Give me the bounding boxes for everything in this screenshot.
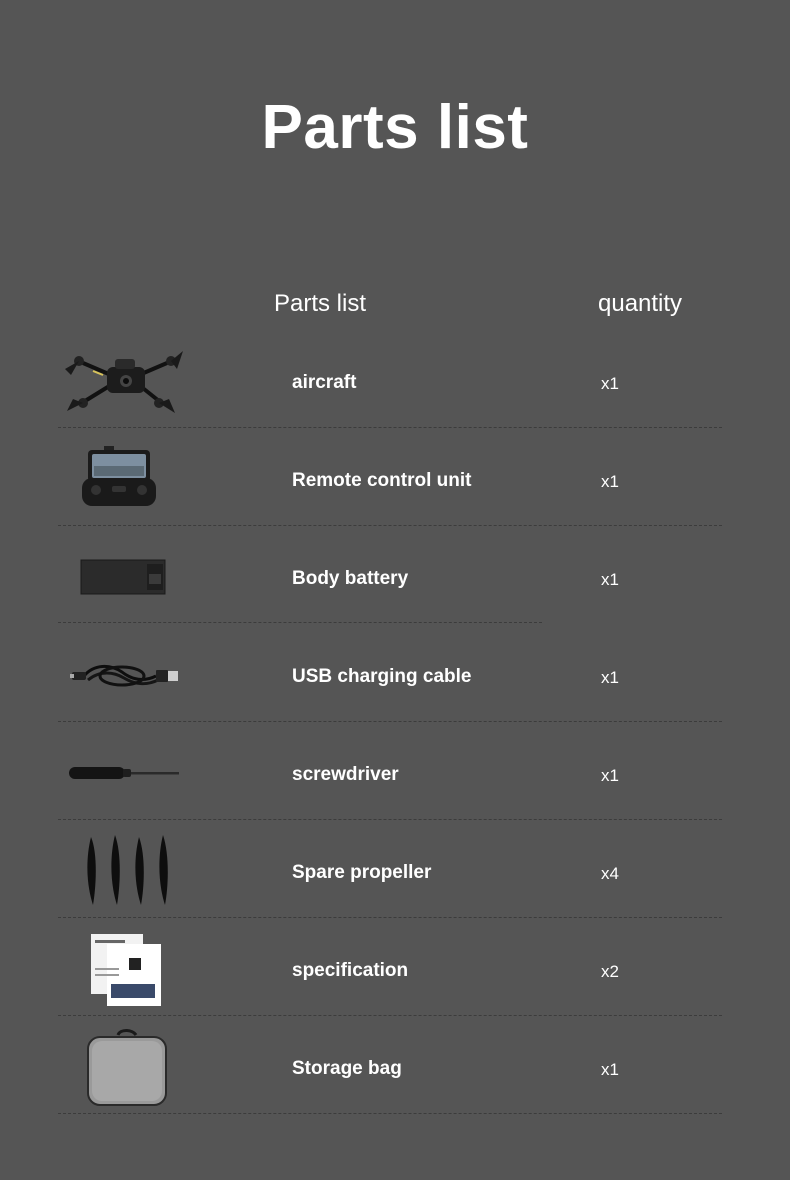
battery-icon: [60, 532, 190, 622]
item-name: aircraft: [292, 372, 357, 393]
divider: [58, 525, 722, 526]
list-item: [0, 336, 790, 434]
page-title: Parts list: [261, 93, 529, 162]
divider: [58, 819, 722, 820]
list-item: [0, 924, 790, 1022]
item-name: specification: [292, 960, 409, 981]
list-item: [0, 826, 790, 924]
item-quantity: x1: [601, 668, 619, 687]
divider: [58, 917, 722, 918]
list-item: [0, 1022, 790, 1120]
item-quantity: x1: [601, 472, 619, 491]
propeller-icon: [60, 826, 190, 916]
item-quantity: x1: [601, 570, 619, 589]
divider: [58, 427, 722, 428]
divider: [58, 721, 722, 722]
list-item: [0, 728, 790, 826]
usb-cable-icon: [60, 630, 190, 720]
item-name: USB charging cable: [292, 666, 472, 687]
item-quantity: x1: [601, 374, 619, 393]
item-name: Remote control unit: [292, 470, 472, 491]
list-item: [0, 532, 790, 630]
item-name: Storage bag: [292, 1058, 402, 1079]
divider: [58, 1015, 722, 1016]
item-quantity: x4: [601, 864, 619, 883]
item-quantity: x1: [601, 1060, 619, 1079]
item-name: Body battery: [292, 568, 409, 589]
quantity-column-header: quantity: [598, 290, 683, 317]
divider: [58, 1113, 722, 1114]
manual-icon: [60, 924, 190, 1014]
item-name: Spare propeller: [292, 862, 432, 883]
screwdriver-icon: [60, 728, 190, 818]
list-item: [0, 434, 790, 532]
item-quantity: x1: [601, 766, 619, 785]
item-quantity: x2: [601, 962, 619, 981]
drone-icon: [60, 336, 190, 426]
storage-bag-icon: [60, 1022, 190, 1112]
item-name: screwdriver: [292, 764, 399, 785]
remote-controller-icon: [60, 434, 190, 524]
parts-column-header: Parts list: [274, 290, 367, 317]
list-item: [0, 630, 790, 728]
divider: [58, 622, 542, 623]
